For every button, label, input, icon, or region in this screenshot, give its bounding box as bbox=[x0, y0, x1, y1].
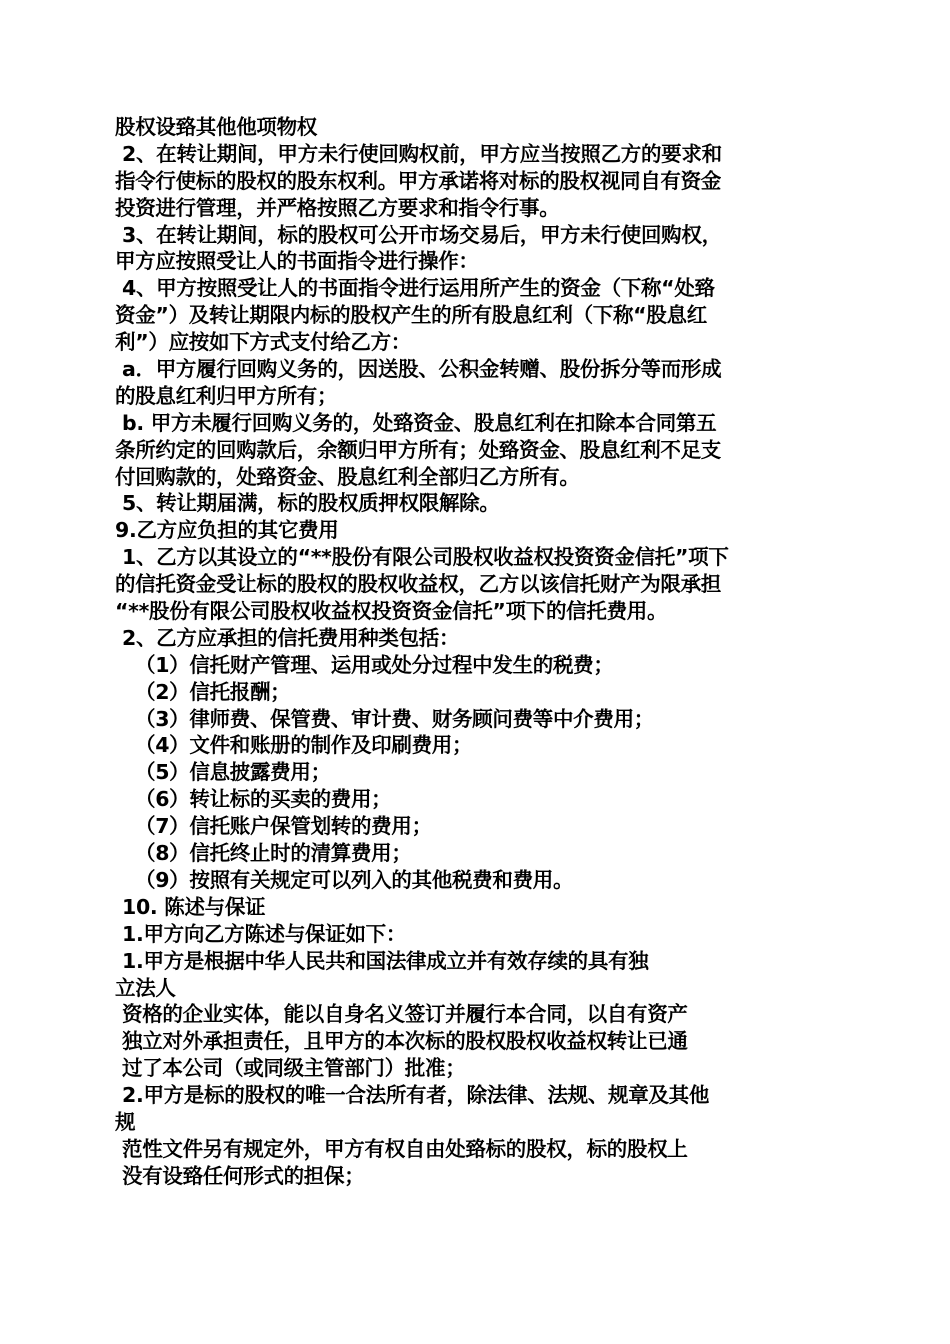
document-text-line: 的信托资金受让标的股权的股权收益权，乙方以该信托财产为限承担 bbox=[115, 572, 721, 597]
document-text-line: 资金”）及转让期限内标的股权产生的所有股息红利（下称“股息红 bbox=[115, 303, 707, 328]
document-text-line: 1.甲方向乙方陈述与保证如下： bbox=[122, 921, 407, 946]
document-text-line: 2、在转让期间，甲方未行使回购权前，甲方应当按照乙方的要求和 bbox=[122, 141, 722, 166]
document-text-line: 2.甲方是标的股权的唯一合法所有者，除法律、法规、规章及其他 bbox=[122, 1083, 710, 1108]
document-text-line: a．甲方履行回购义务的，因送股、公积金转赠、股份拆分等而形成 bbox=[122, 357, 722, 382]
document-text-line: 资格的企业实体，能以自身名义签订并履行本合同，以自有资产 bbox=[122, 1002, 688, 1027]
document-text-line: 3、在转让期间，标的股权可公开市场交易后，甲方未行使回购权， bbox=[122, 222, 722, 247]
document-text-line: （7）信托账户保管划转的费用； bbox=[135, 814, 432, 839]
document-text-line: 4、甲方按照受让人的书面指令进行运用所产生的资金（下称“处臵 bbox=[122, 276, 715, 301]
document-text-line: 立法人 bbox=[115, 975, 176, 1000]
document-text-line: 独立对外承担责任，且甲方的本次标的股权股权收益权转让已通 bbox=[122, 1029, 688, 1054]
document-text-line: 投资进行管理，并严格按照乙方要求和指令行事。 bbox=[115, 195, 560, 220]
document-text-line: 1、乙方以其设立的“**股份有限公司股权收益权投资资金信托”项下 bbox=[122, 545, 729, 570]
document-text-line: （2）信托报酬； bbox=[135, 679, 291, 704]
document-text-line: 1.甲方是根据中华人民共和国法律成立并有效存续的具有独 bbox=[122, 948, 649, 973]
document-text-line: 9.乙方应负担的其它费用 bbox=[115, 518, 339, 543]
document-body bbox=[115, 114, 845, 1190]
document-text-line: 2、乙方应承担的信托费用种类包括： bbox=[122, 625, 460, 650]
document-text-line: 股权设臵其他他项物权 bbox=[115, 115, 317, 139]
document-text-line: 利”）应按如下方式支付给乙方： bbox=[115, 330, 411, 355]
document-text-line: 范性文件另有规定外，甲方有权自由处臵标的股权，标的股权上 bbox=[122, 1136, 688, 1161]
document-text-line: （8）信托终止时的清算费用； bbox=[135, 841, 412, 866]
document-text-line: 5、转让期届满，标的股权质押权限解除。 bbox=[122, 491, 500, 516]
document-text-line: 甲方应按照受让人的书面指令进行操作： bbox=[115, 249, 479, 274]
document-text-line: （3）律师费、保管费、审计费、财务顾问费等中介费用； bbox=[135, 706, 654, 731]
document-text-line: （1）信托财产管理、运用或处分过程中发生的税费； bbox=[135, 652, 614, 677]
document-text-line: b. 甲方未履行回购义务的，处臵资金、股息红利在扣除本合同第五 bbox=[122, 410, 717, 435]
document-text-line: 付回购款的，处臵资金、股息红利全部归乙方所有。 bbox=[115, 464, 580, 489]
document-text-line: 规 bbox=[115, 1109, 136, 1134]
document-text-line: （5）信息披露费用； bbox=[135, 760, 331, 785]
document-text-line: 指令行使标的股权的股东权利。甲方承诺将对标的股权视同自有资金 bbox=[115, 168, 721, 193]
document-text-line: 没有设臵任何形式的担保； bbox=[122, 1163, 365, 1188]
document-text-line: （9）按照有关规定可以列入的其他税费和费用。 bbox=[135, 867, 574, 892]
document-text-line: 过了本公司（或同级主管部门）批准； bbox=[122, 1056, 466, 1081]
document-text-line: 10. 陈述与保证 bbox=[122, 894, 266, 919]
document-text-line: 的股息红利归甲方所有； bbox=[115, 383, 338, 408]
document-text-line: “**股份有限公司股权收益权投资资金信托”项下的信托费用。 bbox=[115, 599, 668, 624]
document-text-line: （4）文件和账册的制作及印刷费用； bbox=[135, 733, 473, 758]
document-text-line: 条所约定的回购款后，余额归甲方所有；处臵资金、股息红利不足支 bbox=[115, 437, 721, 462]
document-text-line: （6）转让标的买卖的费用； bbox=[135, 787, 392, 812]
